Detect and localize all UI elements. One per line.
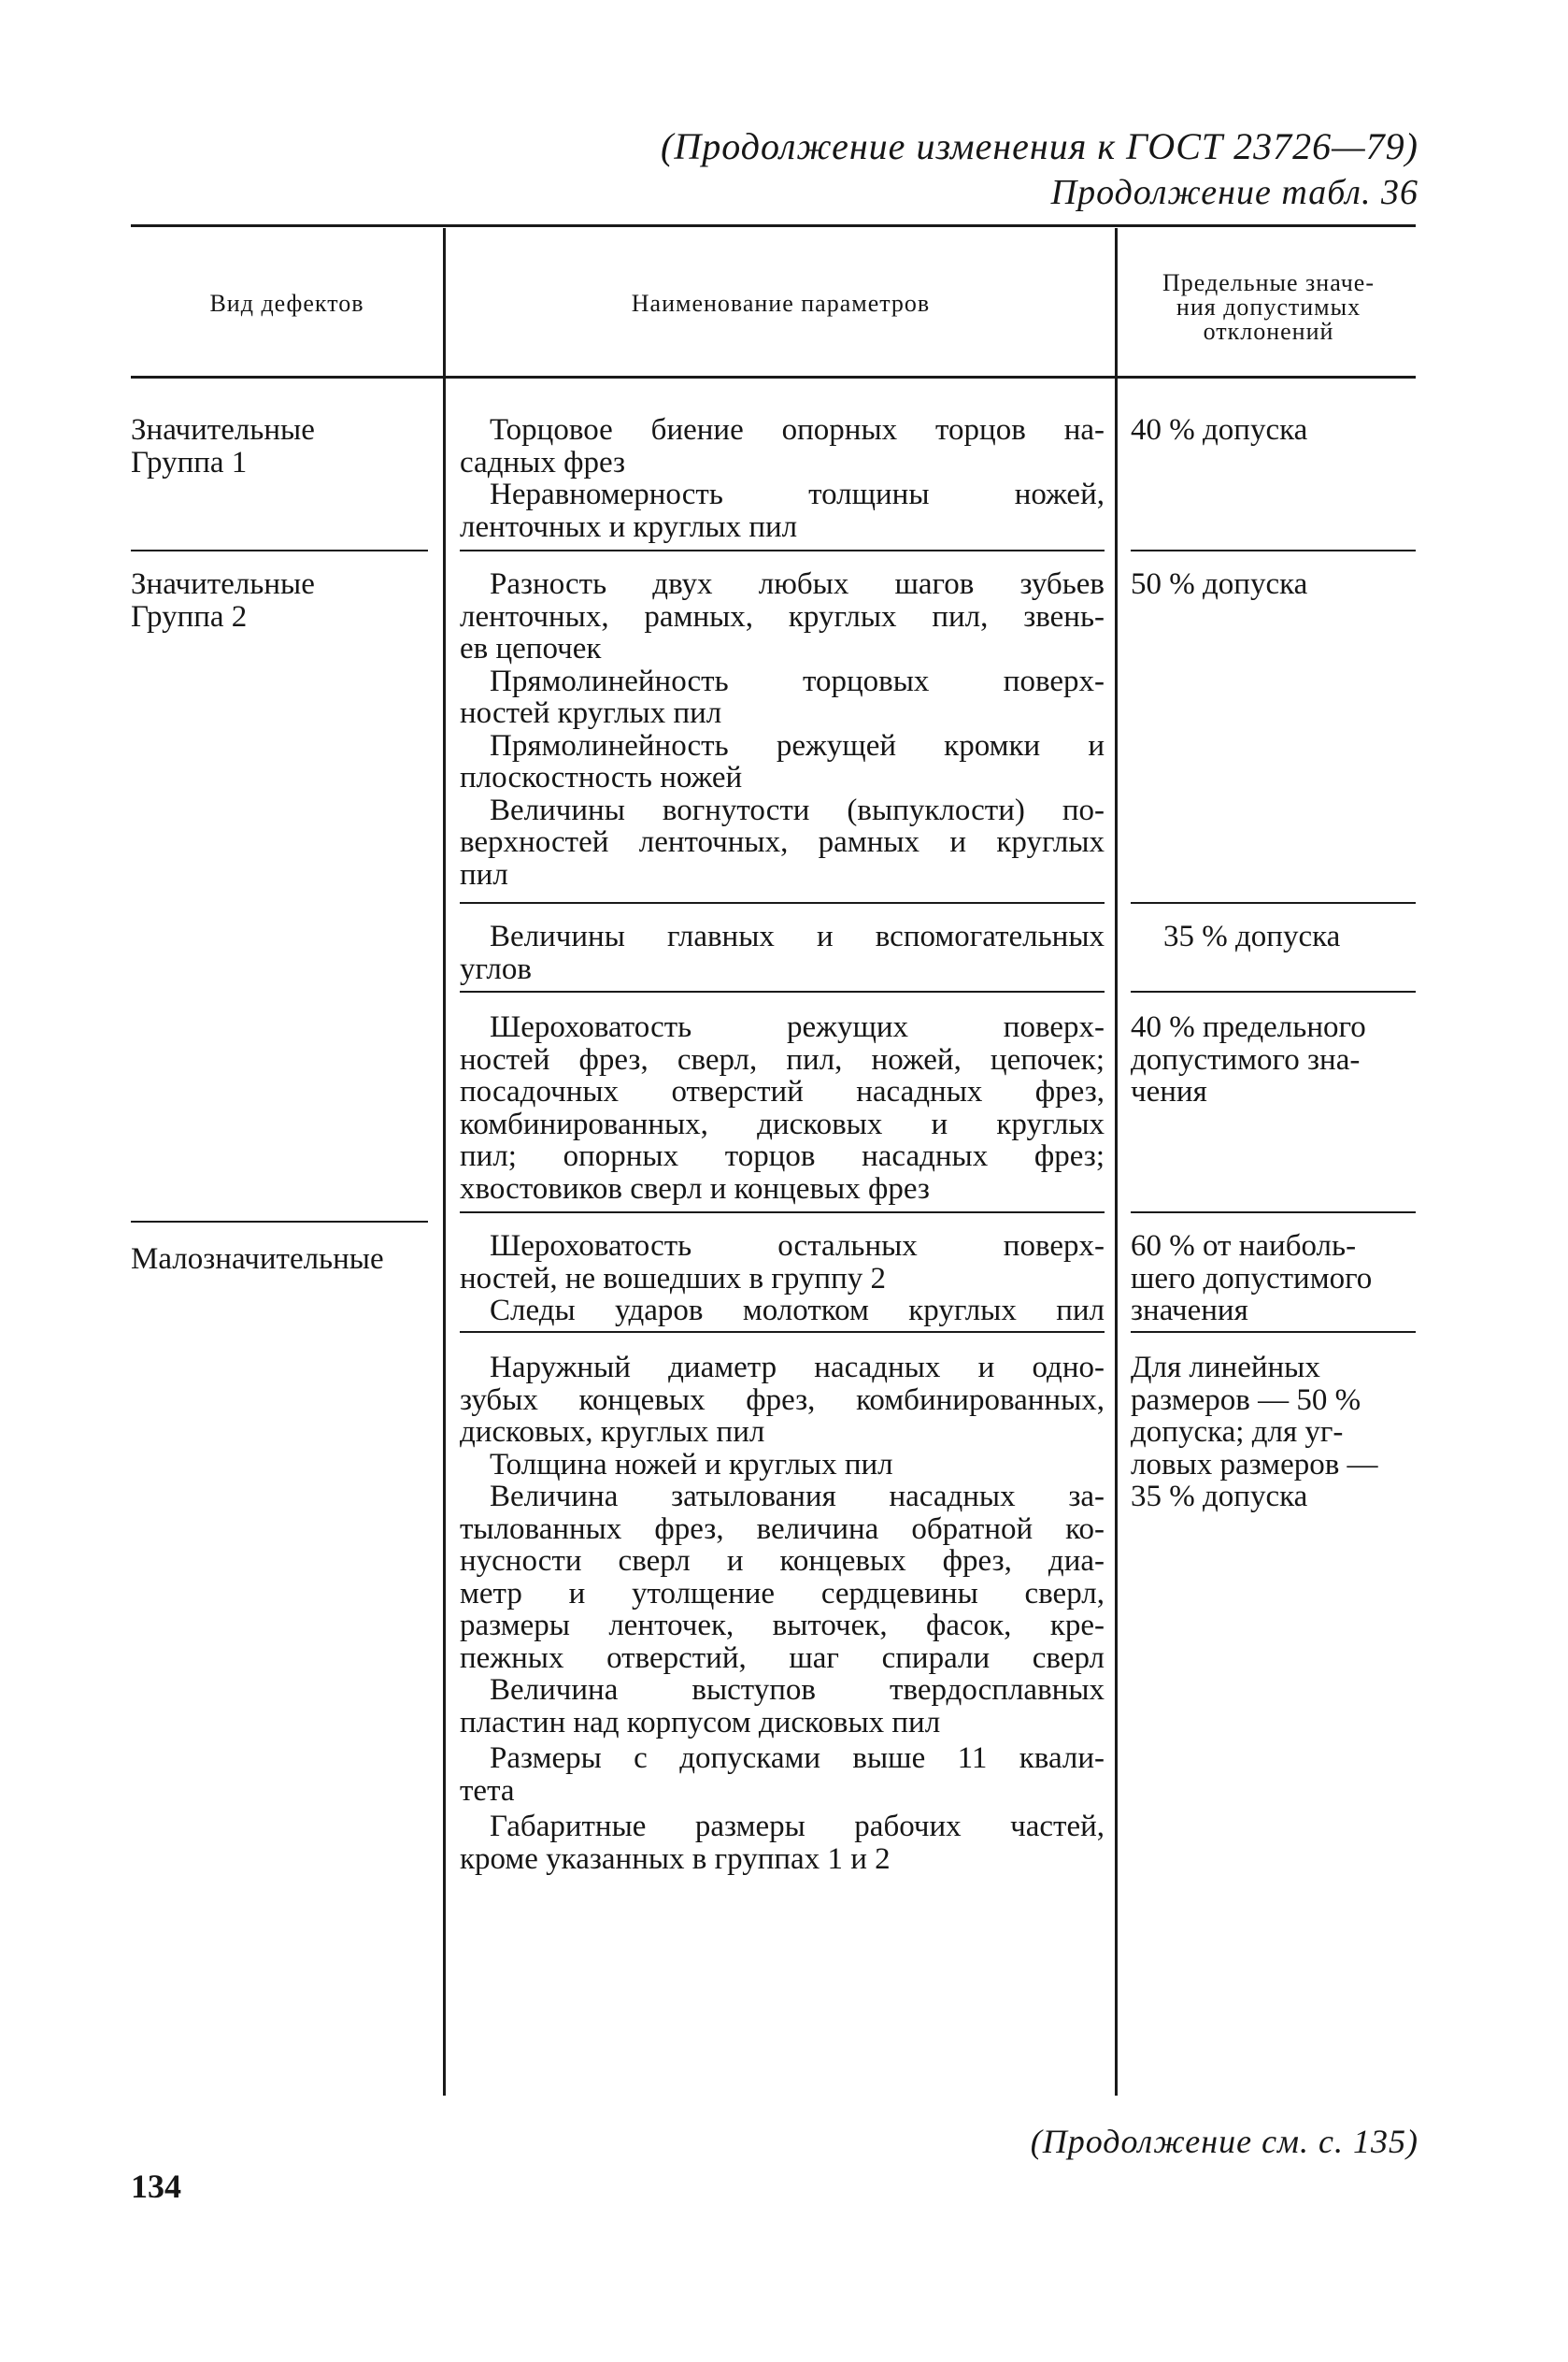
- param-text: тета: [460, 1773, 515, 1808]
- params-cell-1: [460, 414, 1105, 543]
- param-text: пластин над корпусом дисковых пил: [460, 1705, 941, 1739]
- param-text: ностей круглых пил: [460, 696, 722, 730]
- param-text: ностей, не вошедших в группу 2: [460, 1261, 887, 1296]
- param-text: нусности сверл и концевых фрез, диа-: [460, 1544, 1105, 1578]
- param-text: Шероховатость остальных поверх-: [490, 1229, 1105, 1263]
- param-text: тылованных фрез, величина обратной ко-: [460, 1511, 1105, 1546]
- param-text: плоскостность ножей: [460, 761, 743, 794]
- limit-rule-4: [1131, 1211, 1416, 1213]
- column-divider-1: [443, 228, 446, 2096]
- running-header-line1: (Продолжение изменения к ГОСТ 23726—79): [661, 125, 1418, 167]
- limit-cell-5: 60 % от наиболь- шего допустимого значения: [1131, 1229, 1373, 1327]
- param-text: Величина затылования насадных за-: [490, 1480, 1105, 1513]
- param-text: Торцовое биение опорных торцов на-: [490, 413, 1105, 447]
- column-divider-2: [1115, 228, 1118, 2096]
- param-text: Величины главных и вспомогательных: [490, 920, 1105, 953]
- param-rule-4: [460, 1211, 1105, 1213]
- running-header-line2: Продолжение табл. 36: [1050, 173, 1418, 212]
- param-text: садных фрез: [460, 445, 626, 480]
- param-text: ностей фрез, сверл, пил, ножей, цепочек;: [460, 1042, 1105, 1077]
- param-rule-2: [460, 902, 1105, 904]
- param-text: Шероховатость режущих поверх-: [490, 1010, 1105, 1044]
- group-significant-2: Значительные Группа 2: [131, 567, 315, 634]
- table-top-rule: [131, 224, 1416, 227]
- param-text: Габаритные размеры рабочих частей,: [490, 1810, 1105, 1843]
- param-text: Разность двух любых шагов зубьев: [490, 567, 1105, 601]
- param-text: размеры ленточек, выточек, фасок, кре-: [460, 1609, 1105, 1642]
- group-significant-1: Значительные Группа 1: [131, 413, 315, 480]
- param-text: Неравномерность толщины ножей,: [490, 478, 1105, 511]
- param-text: пил; опорных торцов насадных фрез;: [460, 1139, 1105, 1173]
- param-text: ленточных, рамных, круглых пил, звень-: [460, 599, 1105, 634]
- params-cell-3: [460, 921, 1105, 985]
- param-text: ленточных и круглых пил: [460, 509, 798, 544]
- header-defect-type: Вид дефектов: [209, 290, 364, 317]
- param-text: ев цепочек: [460, 632, 602, 666]
- group-rule-1: [131, 550, 428, 551]
- param-text: Размеры с допусками выше 11 квали-: [490, 1741, 1105, 1775]
- header-limits: Предельные значе- ния допустимых отклонений: [1162, 269, 1375, 345]
- group-minor: Малозначительные: [131, 1242, 384, 1276]
- limit-rule-1: [1131, 550, 1416, 551]
- param-rule-5: [460, 1331, 1105, 1333]
- param-rule-1: [460, 550, 1105, 551]
- limit-rule-3: [1131, 991, 1416, 993]
- param-text: углов: [460, 952, 532, 986]
- limit-cell-2: 50 % допуска: [1131, 567, 1308, 601]
- param-text: метр и утолщение сердцевины сверл,: [460, 1576, 1105, 1610]
- param-text: хвостовиков сверл и концевых фрез: [460, 1171, 930, 1206]
- param-text: Прямолинейность торцовых поверх-: [490, 664, 1105, 698]
- param-text: Наружный диаметр насадных и одно-: [490, 1351, 1105, 1384]
- param-text: зубых концевых фрез, комбинированных,: [460, 1382, 1105, 1417]
- params-cell-6: [460, 1352, 1105, 1875]
- params-cell-4: [460, 1011, 1105, 1205]
- continuation-note: (Продолжение см. с. 135): [1030, 2123, 1418, 2160]
- param-text: Величина выступов твердосплавных: [490, 1673, 1105, 1707]
- page-number: 134: [131, 2168, 181, 2205]
- param-text: Величины вогнутости (выпуклости) по-: [490, 793, 1105, 827]
- params-cell-2: [460, 568, 1105, 891]
- param-text: Толщина ножей и круглых пил: [490, 1447, 893, 1482]
- params-cell-5: [460, 1230, 1105, 1327]
- table-header-rule: [131, 376, 1416, 379]
- param-text: комбинированных, дисковых и круглых: [460, 1107, 1105, 1141]
- param-text: пежных отверстий, шаг спирали сверл: [460, 1640, 1105, 1675]
- param-text: кроме указанных в группах 1 и 2: [460, 1841, 891, 1876]
- param-rule-3: [460, 991, 1105, 993]
- limit-rule-5: [1131, 1331, 1416, 1333]
- param-text: дисковых, круглых пил: [460, 1415, 765, 1449]
- param-text: Прямолинейность режущей кромки и: [490, 728, 1105, 763]
- param-text: Следы ударов молотком круглых пил: [490, 1294, 1105, 1327]
- header-param-name: Наименование параметров: [631, 290, 931, 317]
- limit-cell-6: Для линейных размеров — 50 % допуска; для уг- ловых размеров — 35 % допуска: [1131, 1351, 1378, 1513]
- limit-cell-3: 35 % допуска: [1163, 920, 1341, 953]
- group-rule-2: [131, 1221, 428, 1223]
- param-text: верхностей ленточных, рамных и круглых: [460, 825, 1105, 859]
- limit-cell-4: 40 % предельного допустимого зна- чения: [1131, 1010, 1366, 1109]
- limit-rule-2: [1131, 902, 1416, 904]
- param-text: пил: [460, 857, 508, 892]
- param-text: посадочных отверстий насадных фрез,: [460, 1075, 1105, 1109]
- limit-cell-1: 40 % допуска: [1131, 413, 1308, 447]
